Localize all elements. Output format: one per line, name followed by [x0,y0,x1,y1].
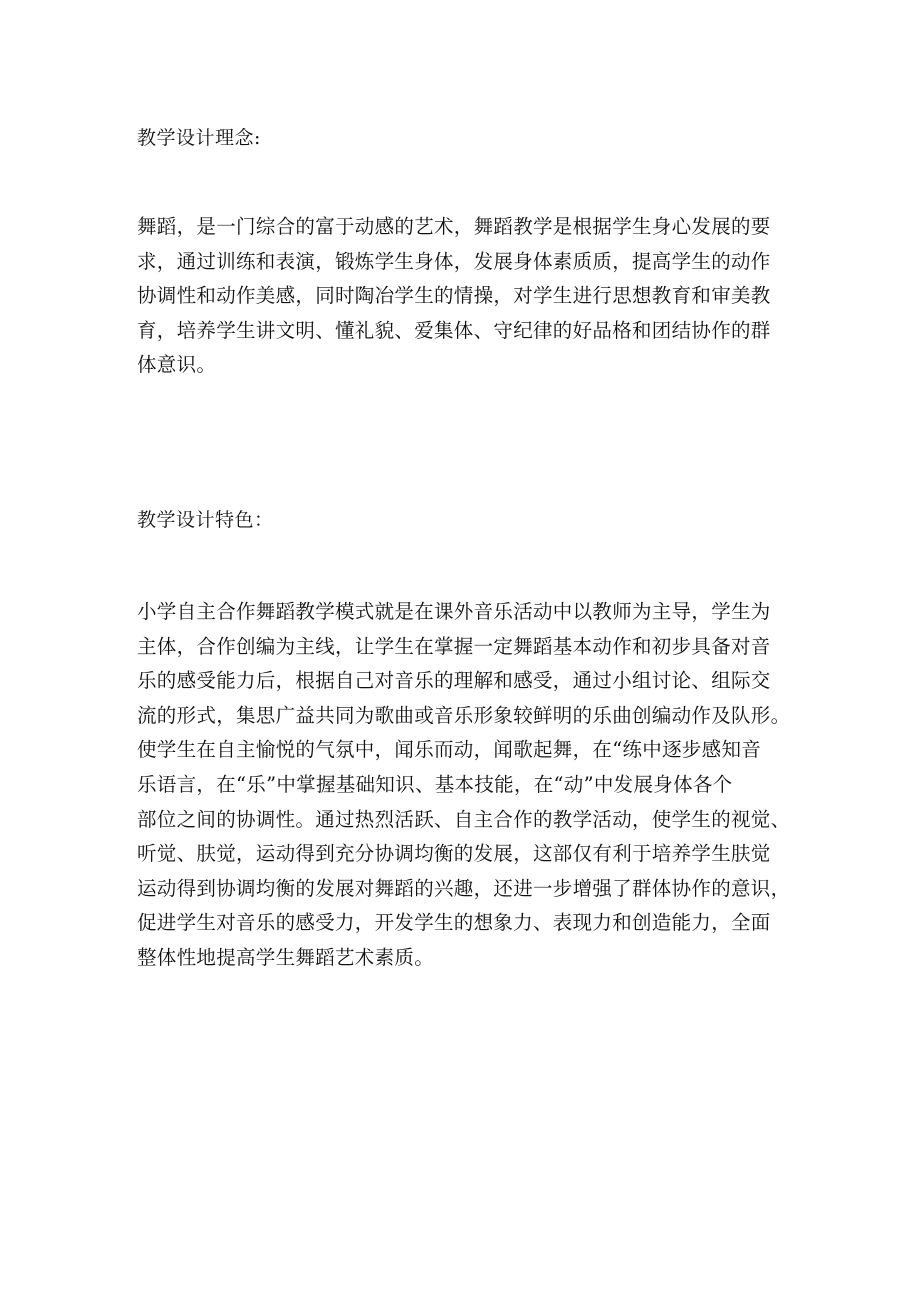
paragraph-line: 体意识。 [137,353,217,377]
paragraph-line: 协调性和动作美感，同时陶冶学生的情操，对学生进行思想教育和审美教 [137,284,771,308]
paragraph-line: 促进学生对音乐的感受力，开发学生的想象力、表现力和创造能力，全面 [137,911,771,935]
paragraph-line: 运动得到协调均衡的发展对舞蹈的兴趣，还进一步增强了群体协作的意识， [137,876,791,900]
paragraph-line: 乐的感受能力后，根据自己对音乐的理解和感受，通过小组讨论、组际交 [137,669,771,693]
paragraph-line: 整体性地提高学生舞蹈艺术素质。 [137,945,435,969]
paragraph-line: 求，通过训练和表演，锻炼学生身体，发展身体素质质，提高学生的动作 [137,249,771,273]
section-heading-features: 教学设计特色： [137,509,274,531]
paragraph-line: 听觉、肤觉，运动得到充分协调均衡的发展，这部仅有利于培养学生肤觉 [137,842,771,866]
paragraph-line: 主体，合作创编为主线，让学生在掌握一定舞蹈基本动作和初步具备对音 [137,634,771,658]
paragraph-concept [137,210,797,383]
paragraph-line: 使学生在自主愉悦的气氛中，闻乐而动，闻歌起舞，在“练中逐步感知音 [137,738,762,762]
section-heading-concept: 教学设计理念: [137,127,261,149]
paragraph-line: 舞蹈，是一门综合的富于动感的艺术，舞蹈教学是根据学生身心发展的要 [137,215,771,238]
paragraph-line: 育，培养学生讲文明、懂礼貌、爱集体、守纪律的好品格和团结协作的群 [137,318,771,342]
paragraph-line: 部位之间的协调性。通过热烈活跃、自主合作的教学活动，使学生的视觉、 [137,807,791,831]
paragraph-line: 乐语言，在“乐”中掌握基础知识、基本技能，在“动”中发展身体各个 [137,772,733,796]
paragraph-line: 小学自主合作舞蹈教学模式就是在课外音乐活动中以教师为主导，学生为 [137,600,771,623]
paragraph-line: 流的形式，集思广益共同为歌曲或音乐形象较鲜明的乐曲创编动作及队形。 [137,703,791,727]
paragraph-features [137,595,797,976]
